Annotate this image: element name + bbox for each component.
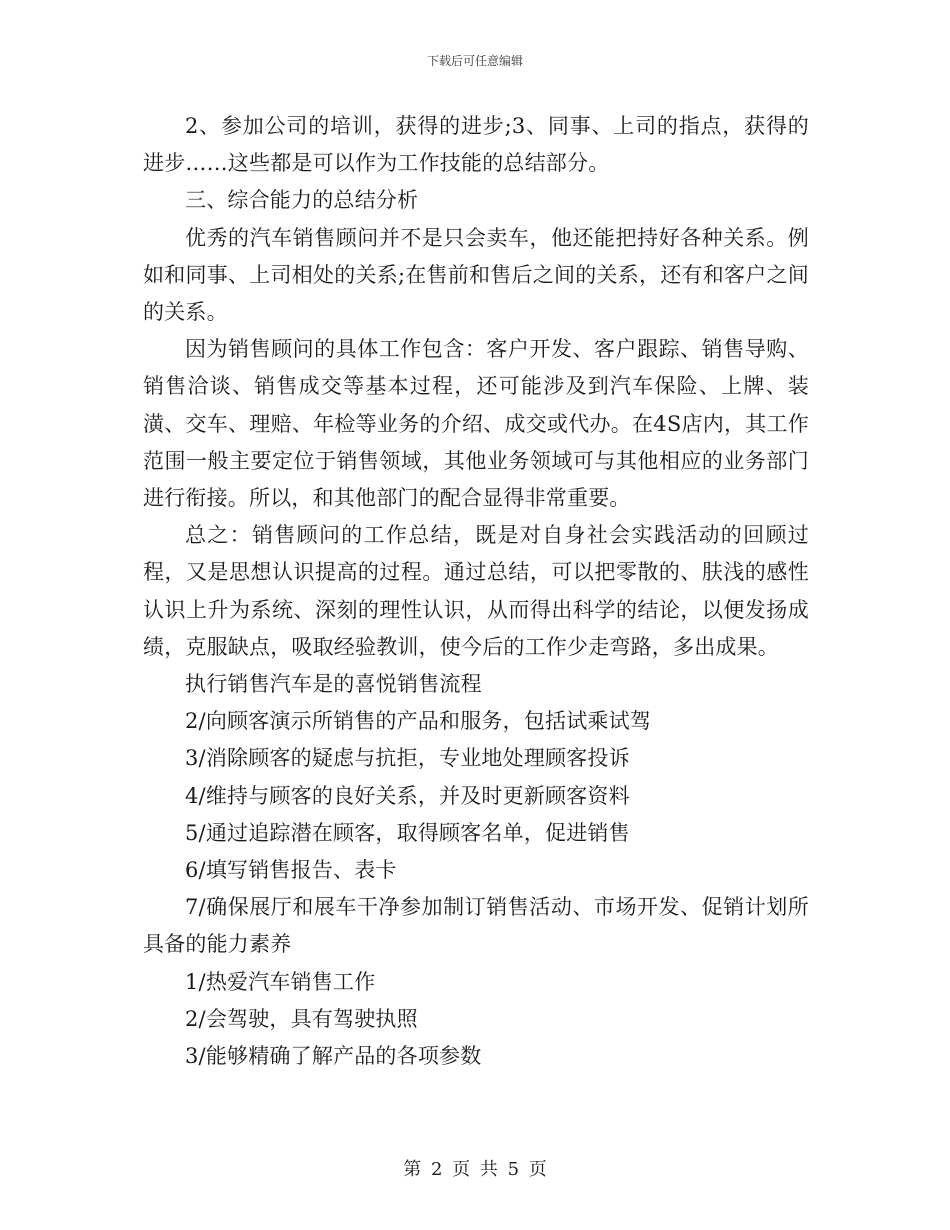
section-heading: 三、综合能力的总结分析: [185, 188, 419, 213]
document-body: [143, 108, 809, 1075]
list-item: 4/维持与顾客的良好关系，并及时更新顾客资料: [185, 783, 630, 808]
paragraph: 因为销售顾问的具体工作包含：客户开发、客户跟踪、销售导购、销售洽谈、销售成交等基本过程，还可能涉及到汽车保险、上牌、装潢、交车、理赔、年检等业务的介绍、成交或代办。在4S店内，其工作范围一般主要定位于销售领域，其他业务领域可与其他相应的业务部门进行衔接。所以，和其他部门的配合显得非常重要。: [143, 337, 809, 511]
list-item: 2/会驾驶，具有驾驶执照: [185, 1006, 418, 1031]
list-item: 1/热爱汽车销售工作: [185, 969, 376, 994]
list-item: 5/通过追踪潜在顾客，取得顾客名单，促进销售: [185, 820, 630, 845]
list-item: 6/填写销售报告、表卡: [185, 858, 397, 883]
list-item: 3/消除顾客的疑虑与抗拒，专业地处理顾客投诉: [185, 746, 630, 771]
page-number: 第 2 页 共 5 页: [403, 1159, 547, 1180]
subheading: 执行销售汽车是的喜悦销售流程: [185, 672, 482, 697]
list-item: 2/向顾客演示所销售的产品和服务，包括试乘试驾: [185, 709, 652, 734]
paragraph: 优秀的汽车销售顾问并不是只会卖车，他还能把持好各种关系。例如和同事、上司相处的关系;在售前和售后之间的关系，还有和客户之间的关系。: [143, 225, 809, 325]
paragraph: 总之：销售顾问的工作总结，既是对自身社会实践活动的回顾过程，又是思想认识提高的过程。通过总结，可以把零散的、肤浅的感性认识上升为系统、深刻的理性认识，从而得出科学的结论，以便发扬成绩，克服缺点，吸取经验教训，使今后的工作少走弯路，多出成果。: [143, 523, 809, 659]
list-item: 3/能够精确了解产品的各项参数: [185, 1044, 482, 1069]
list-item: 7/确保展厅和展车干净参加制订销售活动、市场开发、促销计划所具备的能力素养: [143, 895, 809, 957]
paragraph: 2、参加公司的培训，获得的进步;3、同事、上司的指点，获得的进步……这些都是可以作为工作技能的总结部分。: [143, 114, 809, 176]
page-header: 下载后可任意编辑: [426, 54, 523, 68]
